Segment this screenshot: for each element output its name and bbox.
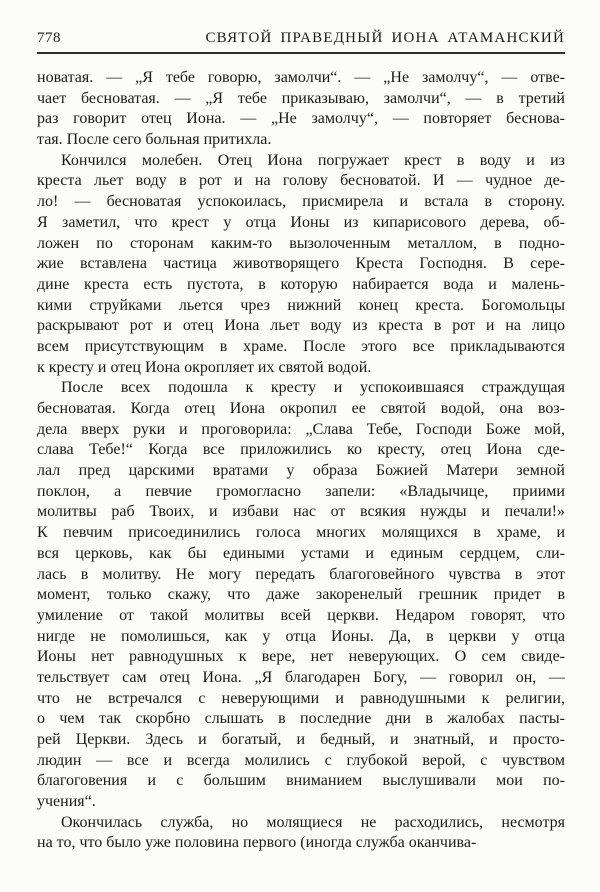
text-line: рей Церкви. Здесь и богатый, и бедный, и знатный, и просто- <box>37 731 565 748</box>
text-line: кими струйками льется чрез нижний конец креста. Богомольцы <box>37 296 565 314</box>
text-line: благоговения и с большим вниманием выслушивали мои по- <box>37 772 565 790</box>
page-body <box>37 68 565 854</box>
paragraph <box>37 68 565 151</box>
text-line: Ионы нет равнодушных к вере, нет неверующих. О сем свиде- <box>37 648 565 666</box>
text-line: После всех подошла к кресту и успокоившаяся страждущая <box>61 379 565 397</box>
text-line: чает бесноватая. — „Я тебе приказываю, замолчи“, — в третий <box>37 89 565 107</box>
text-line: всем присутствующим в храме. После этого все прикладываются <box>37 337 565 355</box>
paragraph <box>37 813 565 854</box>
running-title: СВЯТОЙ ПРАВЕДНЫЙ ИОНА АТАМАНСКИЙ <box>205 30 565 46</box>
text-line: бесноватая. Когда отец Иона окропил ее святой водой, она воз- <box>37 400 565 417</box>
text-line: умиление от такой молитвы всей церкви. Недаром говорят, что <box>37 606 565 624</box>
text-line: лась в молитву. Не могу передать благоговейного чувства в этот <box>37 565 565 583</box>
text-line: о чем так скорбно слышать в последние дни в жалобах пасты- <box>37 710 565 728</box>
text-line: слава Тебе!“ Когда все приложились ко кресту, отец Иона сде- <box>37 441 565 459</box>
text-line: людин — все и всегда молились с глубокой верой, с чувством <box>37 751 565 769</box>
text-line: нигде не помолишься, как у отца Ионы. Да, в церкви у отца <box>37 627 565 645</box>
text-line: момент, только скажу, что даже закоренелый грешник придет в <box>37 586 565 604</box>
text-line: новатая. — „Я тебе говорю, замолчи“. — „Не замолчу“, — отве- <box>37 69 565 86</box>
text-line: лал пред царскими вратами у образа Божией Матери земной <box>37 462 565 480</box>
paragraph <box>37 378 565 812</box>
text-line: на то, что было уже половина первого (иногда служба оканчива- <box>37 834 477 852</box>
text-line: жие вставлена частица животворящего Креста Господня. В сере- <box>37 255 565 273</box>
page-header <box>37 30 565 54</box>
page-number: 778 <box>37 30 61 46</box>
text-line: раз говорит отец Иона. — „Не замолчу“, — повторяет беснова- <box>37 110 565 128</box>
paragraph <box>37 151 565 379</box>
text-line: вся церковь, как бы едиными устами и единым сердцем, сли- <box>37 544 565 562</box>
text-line: что не встречался с неверующими и равнодушными к религии, <box>37 689 565 707</box>
text-line: поклон, а певчие громогласно запели: «Владычице, приими <box>37 482 565 500</box>
text-line: Кончился молебен. Отец Иона погружает крест в воду и из <box>61 151 565 169</box>
text-line: к кресту и отец Иона окропляет их святой водой. <box>37 358 372 376</box>
text-line: раскрывают рот и отец Иона льет воду из креста в рот и на лицо <box>37 317 565 335</box>
text-line: ло! — бесноватая успокоилась, присмирела и встала в сторону. <box>37 193 565 211</box>
text-line: дине креста есть пустота, в которую набирается вода и малень- <box>37 275 565 293</box>
text-line: тельствует сам отец Иона. „Я благодарен Богу, — говорил он, — <box>37 668 565 686</box>
text-line: учения“. <box>37 793 96 811</box>
text-line: дела вверх руки и проговорила: „Слава Тебе, Господи Боже мой, <box>37 420 565 438</box>
text-line: креста льет воду в рот и на голову бесноватой. И — чудное де- <box>37 172 565 190</box>
text-line: Окончилась служба, но молящиеся не расходились, несмотря <box>61 813 565 831</box>
text-line: молитвы раб Твоих, и избави нас от всякия нужды и печали!» <box>37 503 565 521</box>
text-line: К певчим присоединились голоса многих молящихся в храме, и <box>37 524 565 542</box>
text-line: тая. После сего больная притихла. <box>37 131 272 149</box>
text-line: ложен по сторонам каким-то вызолоченным металлом, в подно- <box>37 234 565 252</box>
text-line: Я заметил, что крест у отца Ионы из кипарисового дерева, об- <box>37 213 565 231</box>
